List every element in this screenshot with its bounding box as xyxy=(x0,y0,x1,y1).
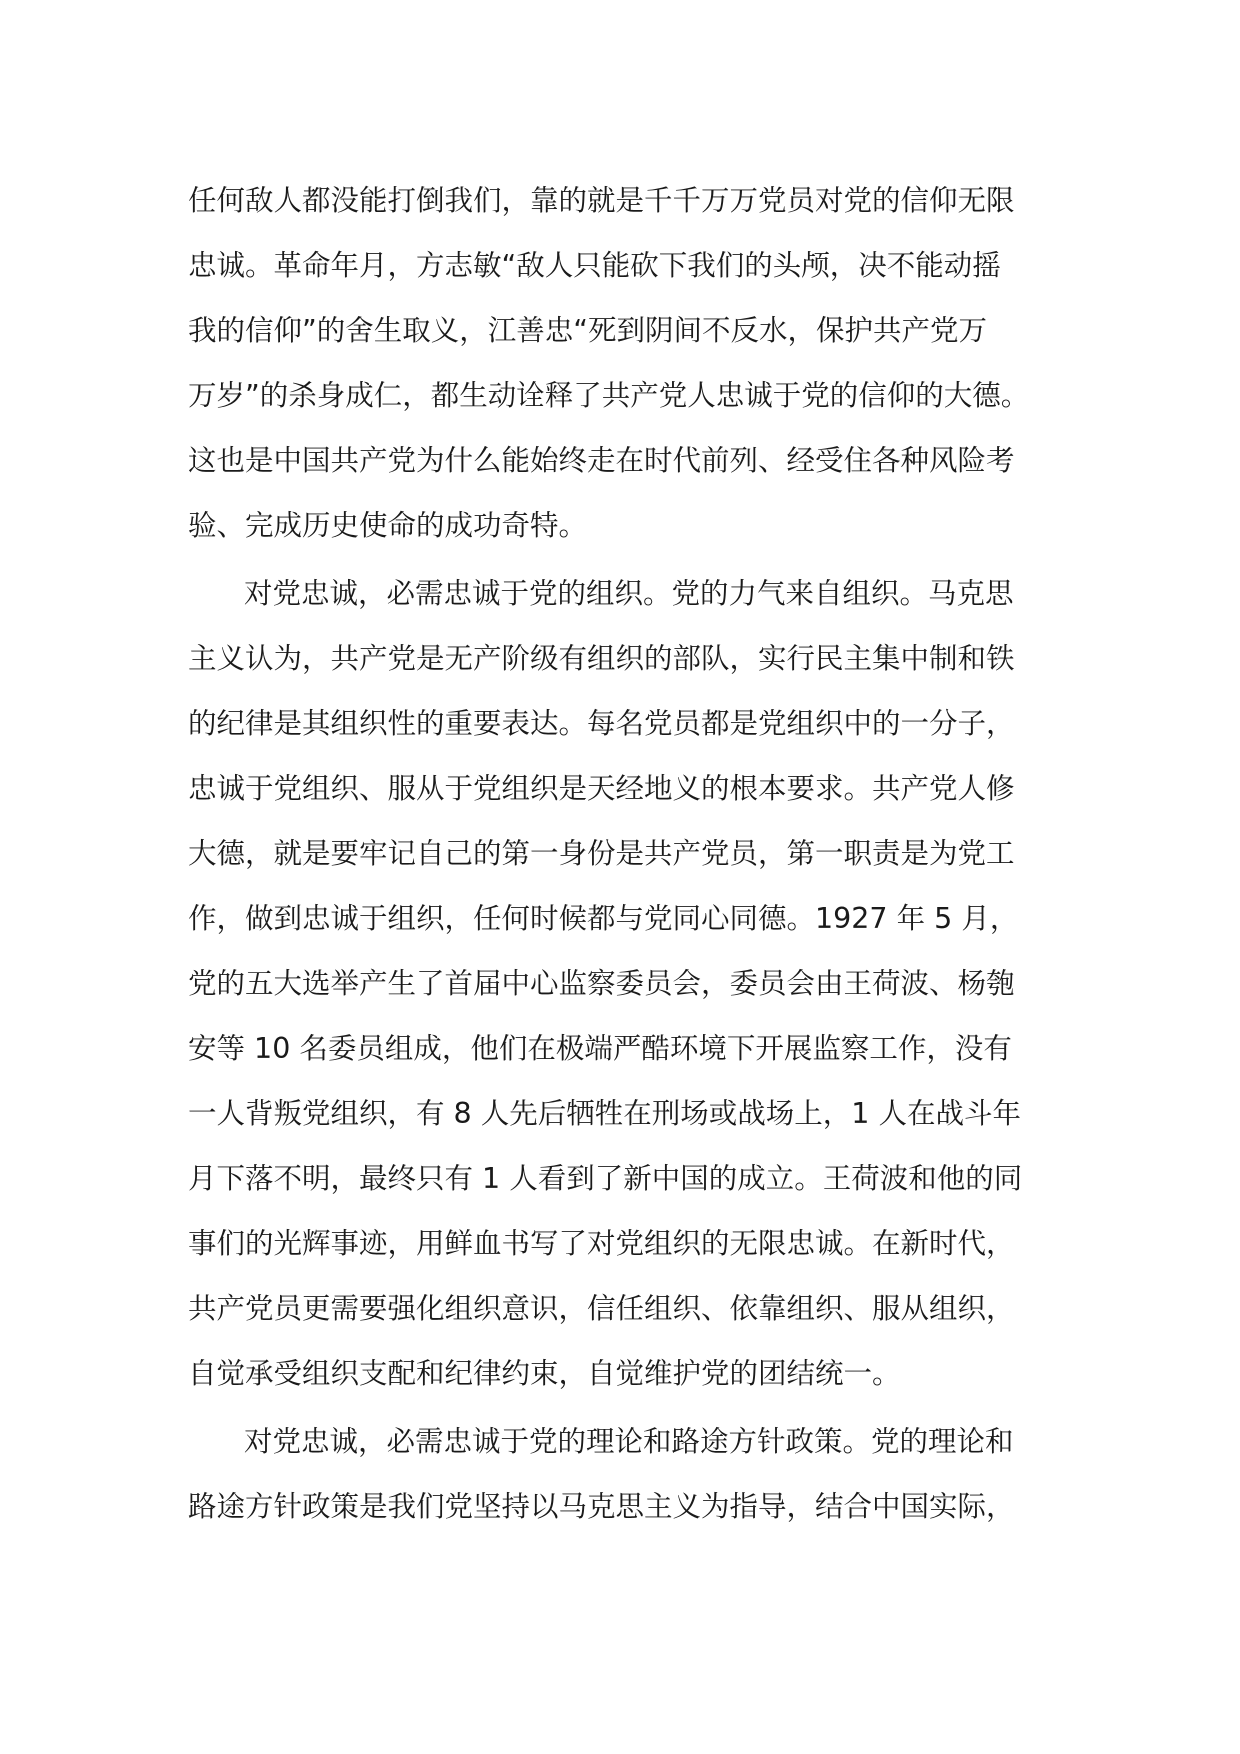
paragraph xyxy=(188,168,1188,558)
text-line: 验、完成历史使命的成功奇特。 xyxy=(188,509,588,542)
text-line: 安等 10 名委员组成，他们在极端严酷环境下开展监察工作，没有 xyxy=(188,1032,1012,1065)
text-line: 万岁”的杀身成仁，都生动诠释了共产党人忠诚于党的信仰的大德。 xyxy=(188,379,1030,412)
text-line: 党的五大选举产生了首届中心监察委员会，委员会由王荷波、杨匏 xyxy=(188,967,1015,1000)
text-line: 主义认为，共产党是无产阶级有组织的部队，实行民主集中制和铁 xyxy=(188,642,1015,675)
text-line: 月下落不明，最终只有 1 人看到了新中国的成立。王荷波和他的同 xyxy=(188,1162,1023,1195)
text-line: 一人背叛党组织，有 8 人先后牺牲在刑场或战场上，1 人在战斗年 xyxy=(188,1097,1021,1130)
text-line: 这也是中国共产党为什么能始终走在时代前列、经受住各种风险考 xyxy=(188,444,1015,477)
text-line: 忠诚。革命年月，方志敏“敌人只能砍下我们的头颅，决不能动摇 xyxy=(188,249,1001,282)
text-line: 自觉承受组织支配和纪律约束，自觉维护党的团结统一。 xyxy=(188,1357,901,1390)
paragraph xyxy=(188,1409,1188,1539)
text-line: 我的信仰”的舍生取义，江善忠“死到阴间不反水，保护共产党万 xyxy=(188,314,988,347)
text-line: 的纪律是其组织性的重要表达。每名党员都是党组织中的一分子， xyxy=(188,707,1015,740)
text-line: 事们的光辉事迹，用鲜血书写了对党组织的无限忠诚。在新时代， xyxy=(188,1227,1015,1260)
text-line: 忠诚于党组织、服从于党组织是天经地义的根本要求。共产党人修 xyxy=(188,772,1015,805)
text-line: 对党忠诚，必需忠诚于党的组织。党的力气来自组织。马克思 xyxy=(244,577,1014,610)
paragraph xyxy=(188,561,1188,1406)
text-line: 路途方针政策是我们党坚持以马克思主义为指导，结合中国实际， xyxy=(188,1490,1015,1523)
text-line: 任何敌人都没能打倒我们，靠的就是千千万万党员对党的信仰无限 xyxy=(188,184,1015,217)
body-text xyxy=(188,168,1188,1539)
text-line: 共产党员更需要强化组织意识，信任组织、依靠组织、服从组织， xyxy=(188,1292,1015,1325)
text-line: 大德，就是要牢记自己的第一身份是共产党员，第一职责是为党工 xyxy=(188,837,1015,870)
text-line: 对党忠诚，必需忠诚于党的理论和路途方针政策。党的理论和 xyxy=(244,1425,1014,1458)
text-line: 作，做到忠诚于组织，任何时候都与党同心同德。1927 年 5 月， xyxy=(188,902,1019,935)
